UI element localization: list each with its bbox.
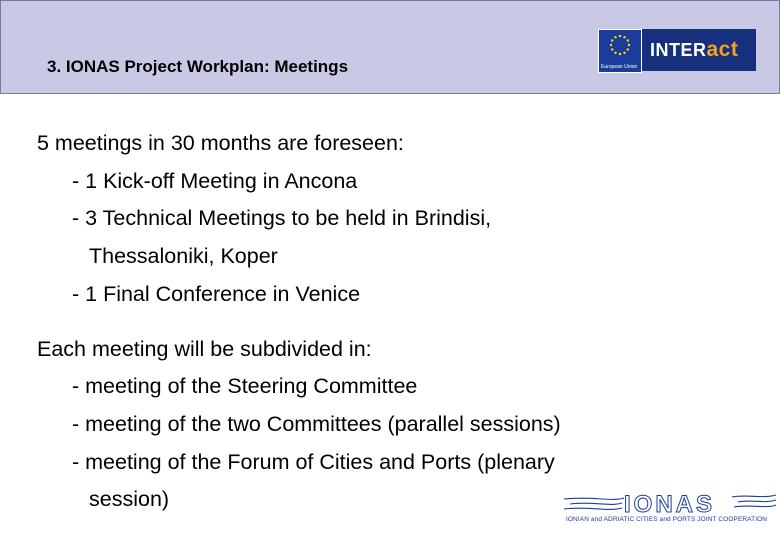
list-item: - meeting of the two Committees (parallel sessions) [72,411,561,436]
list-item: - 1 Final Conference in Venice [72,281,361,306]
eu-flag-icon [598,29,642,73]
list-item-continuation: session) [89,487,170,512]
slide-body [37,125,561,519]
slide-header [0,0,780,94]
ionas-logo [562,490,778,530]
list-item: - 3 Technical Meetings to be held in Brindisi, [72,206,492,231]
ionas-wordmark: IONAS [624,491,716,518]
list-item: - 1 Kick-off Meeting in Ancona [72,168,358,193]
block-spacer [37,314,561,331]
list-item: - meeting of the Steering Committee [72,374,418,399]
list-item: - meeting of the Forum of Cities and Ports (plenary [72,449,555,474]
interact-logo [598,29,756,71]
interact-word-part1: INTER [650,39,707,60]
interact-word-part2: act [706,38,739,61]
eu-stars-icon [605,34,635,56]
eu-caption: European Union [601,64,638,70]
slide-title: 3. IONAS Project Workplan: Meetings [47,57,349,76]
ionas-caption: IONIAN and ADRIATIC CITIES and PORTS JOINT COOPERATION [566,516,768,523]
block2-intro: Each meeting will be subdivided in: [37,336,372,361]
list-item-continuation: Thessaloniki, Koper [89,244,278,269]
block1-intro: 5 meetings in 30 months are foreseen: [37,131,404,155]
interact-wordmark [642,29,756,71]
